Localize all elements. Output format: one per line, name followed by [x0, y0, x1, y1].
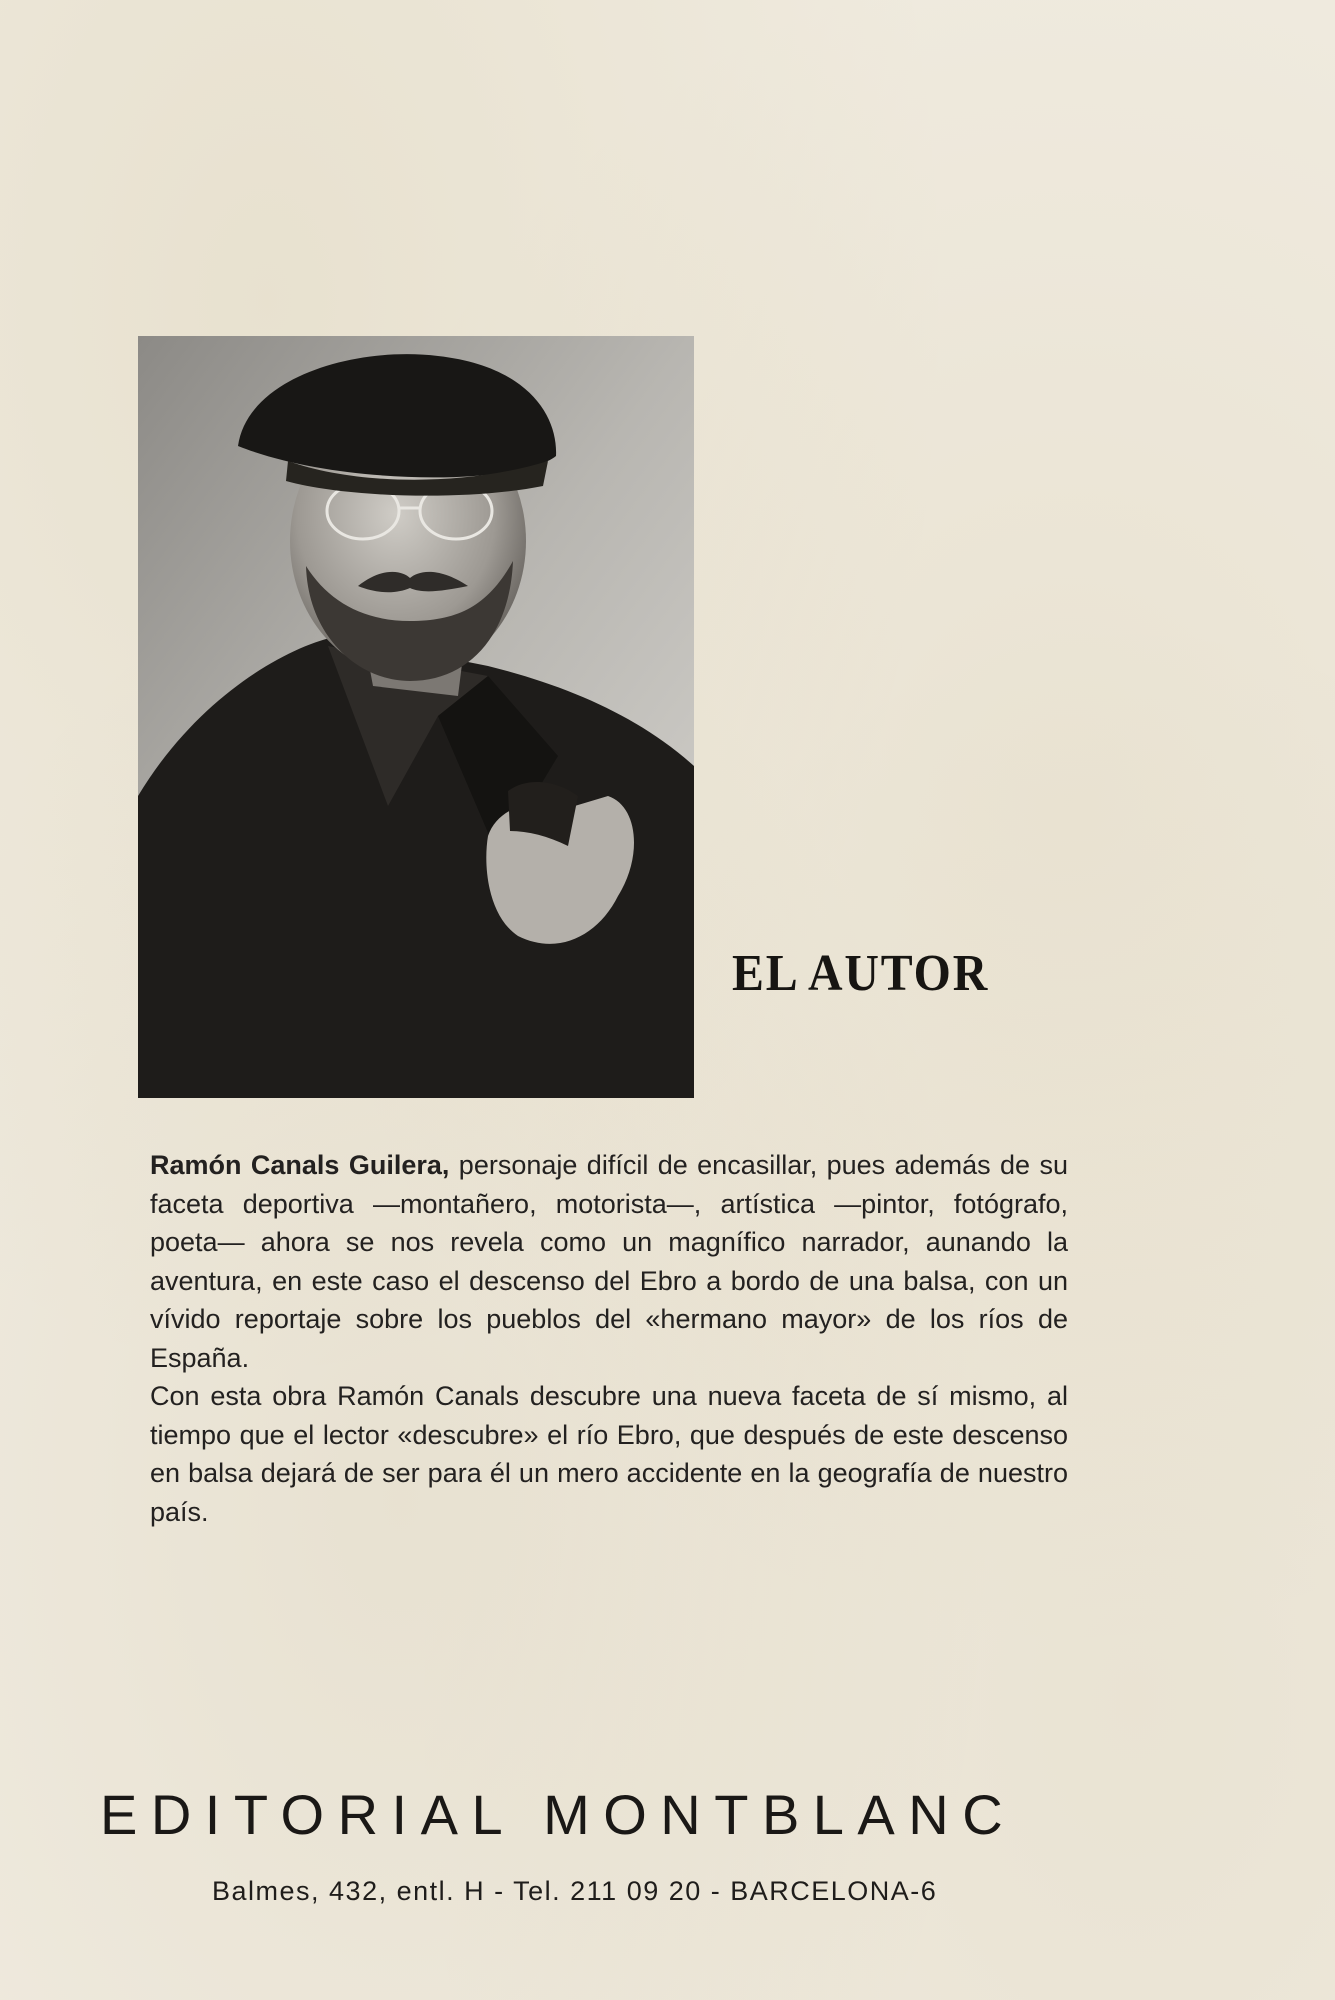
author-name: Ramón Canals Guilera,: [150, 1150, 450, 1180]
bio-paragraph-1: [150, 1146, 1068, 1377]
publisher-address: Balmes, 432, entl. H - Tel. 211 09 20 - BARCELONA-6: [212, 1876, 938, 1906]
bio-paragraph-2: Con esta obra Ramón Canals descubre una nueva faceta de sí mismo, al tiempo que el lector «descubre» el río Ebro, que después de este descenso en balsa dejará de ser para él un mero accidente en la geografía de nuestro país.: [150, 1381, 1068, 1527]
section-title: EL AUTOR: [732, 945, 990, 1002]
author-portrait-photo: [138, 336, 694, 1098]
publisher-name: EDITORIAL MONTBLANC: [100, 1783, 1017, 1846]
author-biography: [150, 1146, 1068, 1531]
bio-paragraph-1-text: personaje difícil de encasillar, pues además de su faceta deportiva —montañero, motorista—, artística —pintor, fotógrafo, poeta— ahora se nos revela como un magnífico narrador, aunando la aventura, en este caso el descenso del Ebro a bordo de una balsa, con un vívido reportaje sobre los pueblos del «hermano mayor» de los ríos de España.: [150, 1150, 1068, 1373]
